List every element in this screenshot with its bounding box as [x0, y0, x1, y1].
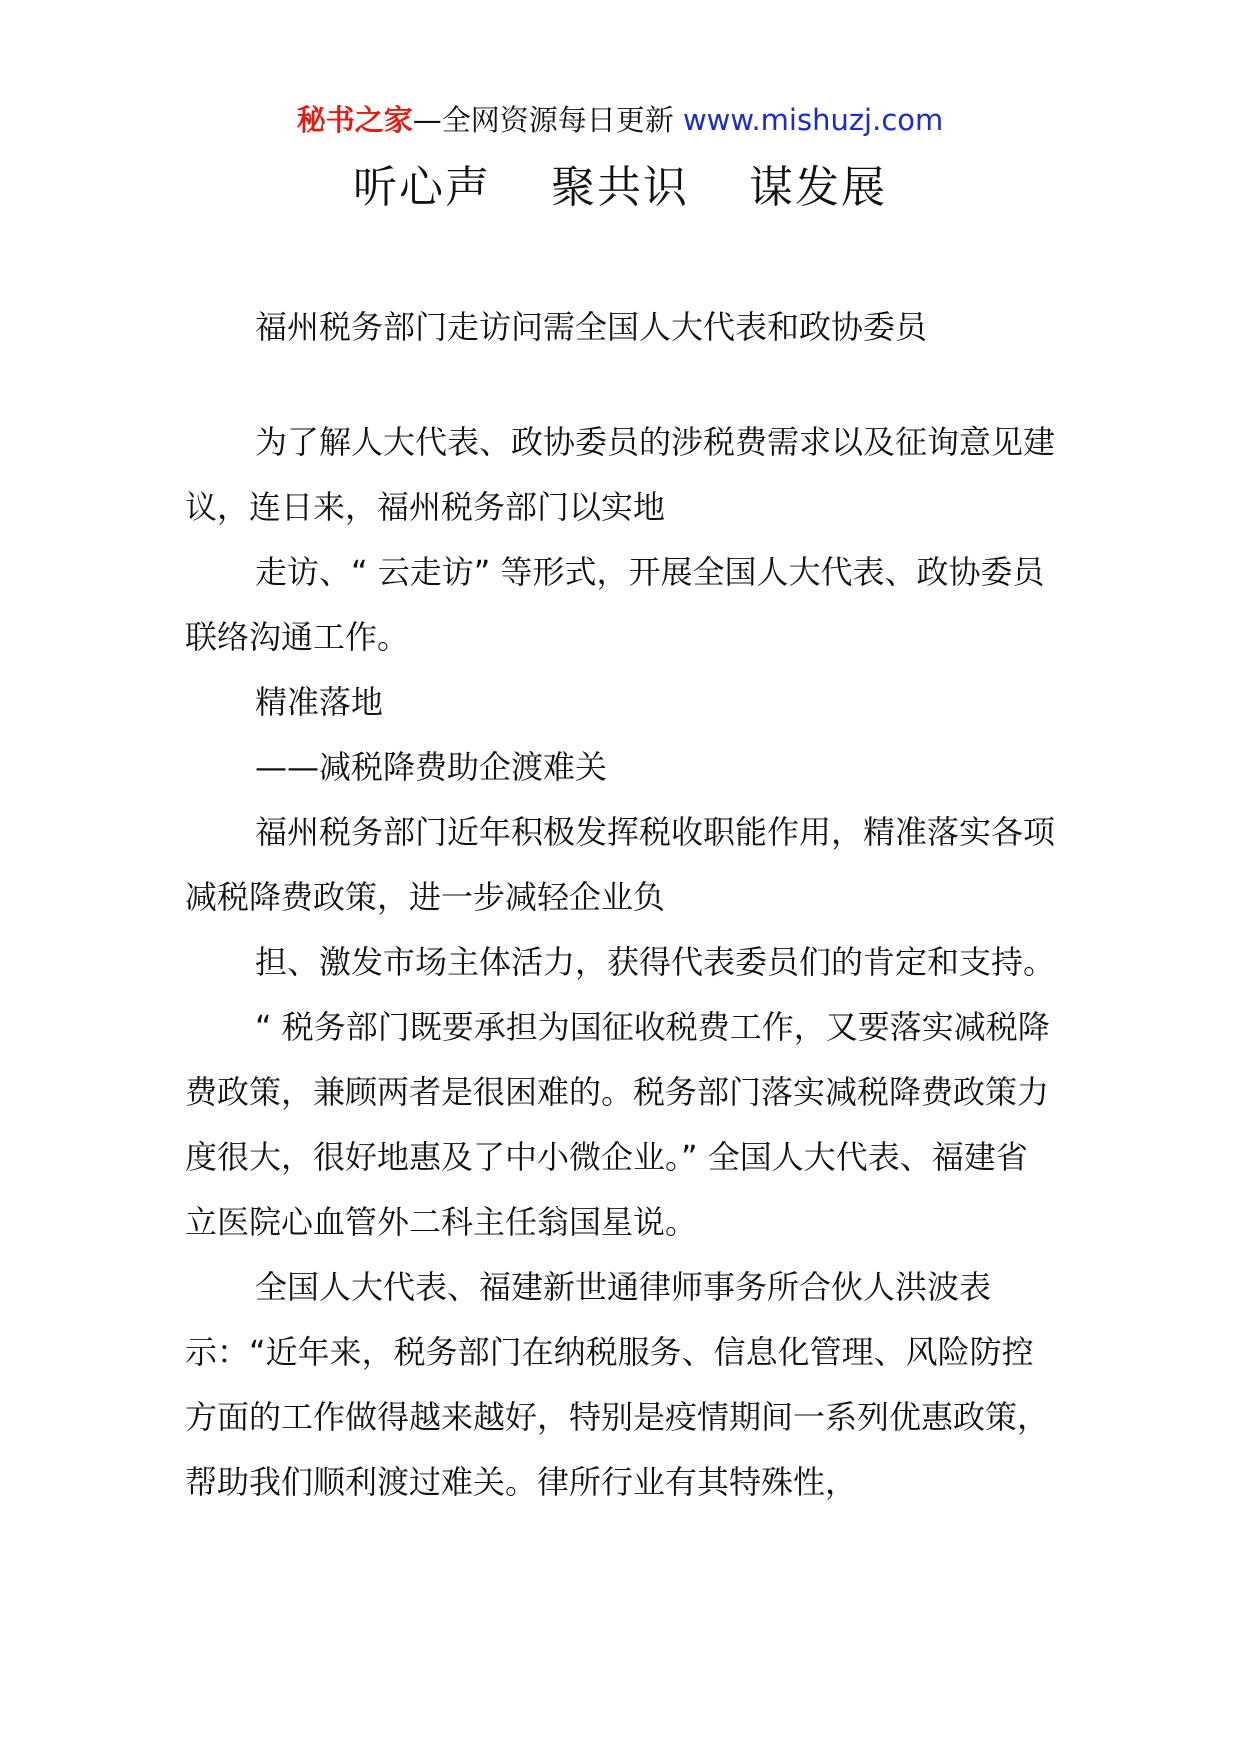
title-part: 聚共识: [551, 162, 689, 213]
site-brand: 秘书之家: [296, 103, 413, 137]
title-part: 听心声: [353, 162, 491, 213]
title-part: 谋发展: [749, 162, 887, 213]
section-subheading: ——减税降费助企渡难关: [255, 748, 608, 786]
paragraph: 走访、“ 云走访” 等形式，开展全国人大代表、政协委员联络沟通工作。: [185, 553, 1045, 656]
site-slogan: —全网资源每日更新: [412, 103, 674, 137]
article-body: [185, 295, 1055, 1515]
site-url-link[interactable]: www.mishuzj.com: [682, 103, 944, 137]
section-heading: 精准落地: [255, 683, 384, 721]
article-title: [0, 160, 1240, 216]
site-header: [0, 100, 1240, 140]
paragraph: 为了解人大代表、政协委员的涉税费需求以及征询意见建议，连日来，福州税务部门以实地: [185, 423, 1056, 526]
article-subtitle: 福州税务部门走访问需全国人大代表和政协委员: [255, 308, 928, 346]
quote-paragraph: “ 税务部门既要承担为国征收税费工作，又要落实减税降费政策，兼顾两者是很困难的。税务部门落实减税降费政策力度很大，很好地惠及了中小微企业。” 全国人大代表、福建省立医院心血管外二科主任翁国星说。: [185, 1008, 1050, 1241]
paragraph: 福州税务部门近年积极发挥税收职能作用，精准落实各项减税降费政策，进一步减轻企业负: [185, 813, 1056, 916]
paragraph: 担、激发市场主体活力，获得代表委员们的肯定和支持。: [255, 943, 1056, 981]
quote-paragraph: 全国人大代表、福建新世通律师事务所合伙人洪波表示：“近年来，税务部门在纳税服务、信息化管理、风险防控方面的工作做得越来越好，特别是疫情期间一系列优惠政策，帮助我们顺利渡过难关。律所行业有其特殊性，: [185, 1268, 1050, 1501]
